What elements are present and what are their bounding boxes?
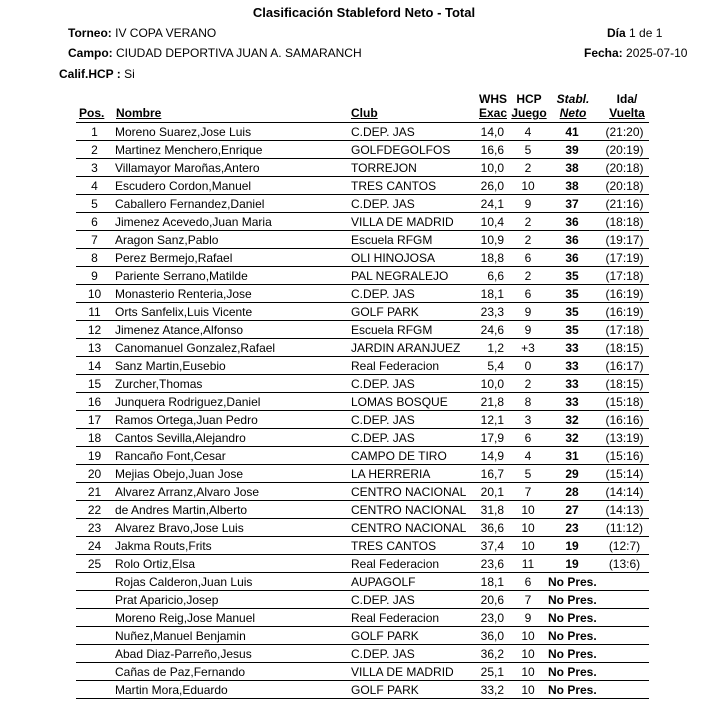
cell-pos: 12 [87,323,102,337]
header-club: Club [351,106,378,120]
table-row [76,519,649,537]
cell-ida-vuelta: (18:15) [605,377,644,391]
cell-hcp: 10 [521,683,535,697]
cell-club: GOLF PARK [351,305,419,319]
cell-ida-vuelta: (12:7) [608,539,641,553]
table-row [76,177,649,195]
cell-pos: 17 [87,413,102,427]
table-row [76,303,649,321]
cell-whs: 20,6 [480,593,504,607]
table-row [76,285,649,303]
cell-name: Villamayor Maroñas,Antero [115,161,260,175]
cell-stableford: No Pres. [548,575,597,589]
cell-pos: 24 [87,539,102,553]
cell-hcp: 2 [524,215,532,229]
torneo-label: Torneo: [68,26,112,40]
cell-pos: 20 [87,467,102,481]
cell-stableford: 28 [565,485,579,499]
cell-whs: 21,8 [480,395,504,409]
torneo-line [68,26,216,40]
cell-stableford: 33 [565,395,579,409]
cell-club: C.DEP. JAS [351,413,415,427]
cell-ida-vuelta: (13:6) [608,557,641,571]
cell-whs: 10,0 [480,377,504,391]
table-row [76,159,649,177]
table-row [76,465,649,483]
cell-pos: 6 [91,215,98,229]
cell-name: Aragon Sanz,Pablo [115,233,219,247]
cell-name: Nuñez,Manuel Benjamin [115,629,246,643]
cell-name: Jakma Routs,Frits [115,539,212,553]
cell-name: Rancaño Font,Cesar [115,449,226,463]
cell-pos: 10 [87,287,102,301]
cell-name: Moreno Suarez,Jose Luis [115,125,252,139]
cell-hcp: 9 [524,323,532,337]
cell-club: C.DEP. JAS [351,125,415,139]
cell-club: Escuela RFGM [351,323,433,337]
cell-hcp: 4 [524,125,532,139]
cell-whs: 23,6 [480,557,504,571]
cell-whs: 26,0 [480,179,504,193]
cell-whs: 20,1 [480,485,504,499]
cell-club: Real Federacion [351,557,440,571]
cell-ida-vuelta: (20:18) [605,179,644,193]
cell-whs: 23,3 [480,305,504,319]
cell-stableford: 38 [565,179,579,193]
cell-pos: 9 [91,269,98,283]
cell-pos: 16 [87,395,102,409]
table-row [76,483,649,501]
cell-pos: 22 [87,503,102,517]
cell-name: Martinez Menchero,Enrique [115,143,263,157]
cell-stableford: 19 [565,539,579,553]
cell-whs: 36,6 [480,521,504,535]
cell-hcp: 2 [524,269,532,283]
cell-ida-vuelta: (16:19) [605,287,644,301]
cell-stableford: 31 [565,449,579,463]
cell-ida-vuelta: (17:18) [605,323,644,337]
cell-stableford: 35 [565,323,579,337]
calif-value: Si [124,67,135,81]
cell-whs: 14,0 [480,125,504,139]
cell-club: C.DEP. JAS [351,593,415,607]
cell-stableford: 19 [565,557,579,571]
cell-whs: 23,0 [480,611,504,625]
table-row [76,231,649,249]
cell-hcp: 6 [524,287,532,301]
table-row [76,591,649,609]
cell-whs: 10,0 [480,161,504,175]
table-row [76,645,649,663]
cell-name: Rojas Calderon,Juan Luis [115,575,253,589]
cell-name: de Andres Martin,Alberto [115,503,248,517]
cell-ida-vuelta: (16:17) [605,359,644,373]
cell-stableford: No Pres. [548,611,597,625]
table-row [76,429,649,447]
cell-ida-vuelta: (21:20) [605,125,644,139]
header-ida-line1: Ida/ [616,92,638,106]
cell-club: C.DEP. JAS [351,197,415,211]
cell-ida-vuelta: (20:19) [605,143,644,157]
cell-hcp: 6 [524,575,532,589]
table-row [76,393,649,411]
dia-line [607,26,662,40]
cell-hcp: 9 [524,197,532,211]
cell-ida-vuelta: (15:18) [605,395,644,409]
cell-ida-vuelta: (18:18) [605,215,644,229]
cell-hcp: 3 [524,413,532,427]
cell-stableford: 33 [565,341,579,355]
table-row [76,267,649,285]
cell-name: Rolo Ortiz,Elsa [115,557,196,571]
cell-hcp: 5 [524,467,532,481]
cell-club: C.DEP. JAS [351,377,415,391]
table-row [76,195,649,213]
cell-stableford: No Pres. [548,683,597,697]
torneo-value: IV COPA VERANO [115,26,217,40]
campo-line [68,46,362,60]
table-row [76,681,649,699]
cell-hcp: 10 [521,503,535,517]
cell-club: CENTRO NACIONAL [351,521,467,535]
cell-stableford: 32 [565,413,579,427]
table-row [76,213,649,231]
cell-hcp: 8 [524,395,532,409]
cell-name: Alvarez Arranz,Alvaro Jose [115,485,260,499]
cell-hcp: 4 [524,449,532,463]
cell-whs: 18,8 [480,251,504,265]
cell-name: Martin Mora,Eduardo [115,683,228,697]
cell-hcp: 10 [521,539,535,553]
cell-pos: 21 [87,485,102,499]
header-hcp-line1: HCP [516,92,542,106]
cell-ida-vuelta: (17:18) [605,269,644,283]
cell-stableford: 39 [565,143,579,157]
cell-club: CENTRO NACIONAL [351,485,467,499]
cell-club: C.DEP. JAS [351,287,415,301]
cell-name: Zurcher,Thomas [115,377,203,391]
table-row [76,123,649,141]
cell-whs: 16,7 [480,467,504,481]
table-row [76,573,649,591]
cell-club: TRES CANTOS [351,539,437,553]
cell-hcp: 6 [524,431,532,445]
cell-whs: 5,4 [487,359,504,373]
table-row [76,375,649,393]
cell-club: JARDIN ARANJUEZ [351,341,461,355]
cell-name: Cantos Sevilla,Alejandro [115,431,246,445]
header-nombre: Nombre [116,106,162,120]
cell-whs: 33,2 [480,683,504,697]
cell-whs: 10,4 [480,215,504,229]
cell-pos: 7 [91,233,98,247]
cell-hcp: 5 [524,143,532,157]
cell-stableford: No Pres. [548,647,597,661]
cell-ida-vuelta: (16:16) [605,413,644,427]
cell-ida-vuelta: (15:14) [605,467,644,481]
cell-whs: 18,1 [480,287,504,301]
cell-whs: 1,2 [487,341,504,355]
cell-whs: 25,1 [480,665,504,679]
cell-hcp: 10 [521,179,535,193]
cell-stableford: 33 [565,377,579,391]
cell-hcp: +3 [521,341,535,355]
cell-pos: 25 [87,557,102,571]
cell-hcp: 10 [521,665,535,679]
cell-hcp: 2 [524,233,532,247]
cell-club: C.DEP. JAS [351,431,415,445]
cell-hcp: 7 [524,593,532,607]
cell-club: CENTRO NACIONAL [351,503,467,517]
cell-stableford: 37 [565,197,579,211]
cell-name: Abad Diaz-Parreño,Jesus [115,647,252,661]
header-stab-line2: Neto [559,106,587,120]
cell-pos: 2 [91,143,98,157]
cell-name: Monasterio Renteria,Jose [115,287,252,301]
table-row [76,411,649,429]
table-row [76,321,649,339]
cell-whs: 36,2 [480,647,504,661]
cell-whs: 18,1 [480,575,504,589]
cell-name: Escudero Cordon,Manuel [115,179,252,193]
cell-club: Escuela RFGM [351,233,433,247]
cell-club: C.DEP. JAS [351,647,415,661]
cell-stableford: 35 [565,287,579,301]
cell-name: Mejias Obejo,Juan Jose [115,467,244,481]
cell-club: CAMPO DE TIRO [351,449,447,463]
cell-name: Prat Aparicio,Josep [115,593,219,607]
cell-hcp: 9 [524,305,532,319]
cell-stableford: 23 [565,521,579,535]
cell-stableford: 35 [565,305,579,319]
cell-stableford: No Pres. [548,665,597,679]
cell-stableford: 27 [565,503,579,517]
header-pos: Pos. [79,106,105,120]
fecha-line [584,46,687,60]
campo-label: Campo: [68,46,113,60]
cell-hcp: 2 [524,161,532,175]
cell-name: Orts Sanfelix,Luis Vicente [115,305,253,319]
cell-club: GOLFDEGOLFOS [351,143,451,157]
cell-stableford: No Pres. [548,629,597,643]
cell-pos: 8 [91,251,98,265]
header-whs-line1: WHS [479,92,507,106]
cell-name: Moreno Reig,Jose Manuel [115,611,256,625]
cell-club: OLI HINOJOSA [351,251,436,265]
calif-label: Calif.HCP : [59,67,121,81]
cell-club: GOLF PARK [351,683,419,697]
cell-ida-vuelta: (13:19) [605,431,644,445]
cell-club: VILLA DE MADRID [351,215,454,229]
cell-ida-vuelta: (11:12) [605,521,644,535]
cell-hcp: 9 [524,611,532,625]
table-row [76,537,649,555]
cell-ida-vuelta: (14:14) [605,485,644,499]
cell-whs: 6,6 [487,269,504,283]
cell-pos: 23 [87,521,102,535]
cell-club: TORREJON [351,161,417,175]
table-row [76,141,649,159]
cell-ida-vuelta: (18:15) [605,341,644,355]
cell-pos: 4 [91,179,98,193]
cell-stableford: 36 [565,215,579,229]
cell-name: Pariente Serrano,Matilde [115,269,248,283]
cell-hcp: 6 [524,251,532,265]
cell-whs: 36,0 [480,629,504,643]
cell-name: Perez Bermejo,Rafael [115,251,233,265]
cell-name: Caballero Fernandez,Daniel [115,197,265,211]
cell-ida-vuelta: (14:13) [605,503,644,517]
cell-name: Ramos Ortega,Juan Pedro [115,413,258,427]
cell-club: GOLF PARK [351,629,419,643]
cell-stableford: 41 [565,125,579,139]
cell-whs: 17,9 [480,431,504,445]
cell-club: Real Federacion [351,359,440,373]
cell-hcp: 10 [521,521,535,535]
cell-hcp: 11 [521,557,535,571]
cell-ida-vuelta: (15:16) [605,449,644,463]
table-row [76,555,649,573]
cell-pos: 5 [91,197,98,211]
cell-name: Alvarez Bravo,Jose Luis [115,521,244,535]
cell-name: Jimenez Acevedo,Juan Maria [115,215,272,229]
cell-hcp: 0 [524,359,532,373]
fecha-value: 2025-07-10 [626,46,688,60]
cell-club: Real Federacion [351,611,440,625]
cell-hcp: 7 [524,485,532,499]
cell-club: LA HERRERIA [351,467,431,481]
cell-whs: 10,9 [480,233,504,247]
cell-stableford: 33 [565,359,579,373]
fecha-label: Fecha: [584,46,623,60]
table-row [76,609,649,627]
cell-pos: 11 [88,305,101,319]
cell-club: LOMAS BOSQUE [351,395,448,409]
cell-hcp: 10 [521,629,535,643]
cell-stableford: 35 [565,269,579,283]
cell-club: VILLA DE MADRID [351,665,454,679]
table-row [76,501,649,519]
table-row [76,663,649,681]
cell-whs: 37,4 [480,539,504,553]
cell-stableford: 36 [565,251,579,265]
table-row [76,627,649,645]
cell-whs: 31,8 [480,503,504,517]
cell-hcp: 10 [521,647,535,661]
table-row [76,249,649,267]
header-hcp-line2: Juego [511,106,547,120]
cell-club: PAL NEGRALEJO [351,269,449,283]
cell-pos: 13 [87,341,102,355]
cell-stableford: No Pres. [548,593,597,607]
cell-name: Jimenez Atance,Alfonso [115,323,244,337]
cell-whs: 12,1 [480,413,504,427]
table-row [76,339,649,357]
cell-pos: 3 [91,161,98,175]
cell-stableford: 29 [565,467,579,481]
cell-name: Sanz Martin,Eusebio [115,359,226,373]
cell-whs: 24,6 [480,323,504,337]
cell-whs: 14,9 [480,449,504,463]
page-title: Clasificación Stableford Neto - Total [252,5,476,20]
cell-club: AUPAGOLF [351,575,416,589]
cell-pos: 14 [87,359,102,373]
campo-value: CIUDAD DEPORTIVA JUAN A. SAMARANCH [116,46,362,60]
cell-pos: 18 [87,431,102,445]
header-ida-line2: Vuelta [609,106,645,120]
cell-ida-vuelta: (19:17) [605,233,644,247]
dia-value: 1 de 1 [629,26,663,40]
cell-name: Canomanuel Gonzalez,Rafael [115,341,276,355]
table-row [76,357,649,375]
cell-stableford: 32 [565,431,579,445]
cell-ida-vuelta: (17:19) [605,251,644,265]
cell-stableford: 38 [565,161,579,175]
cell-ida-vuelta: (16:19) [605,305,644,319]
cell-pos: 19 [87,449,102,463]
cell-name: Cañas de Paz,Fernando [115,665,246,679]
cell-stableford: 36 [565,233,579,247]
header-whs-line2: Exac [478,106,508,120]
cell-club: TRES CANTOS [351,179,437,193]
cell-whs: 16,6 [480,143,504,157]
cell-ida-vuelta: (20:18) [605,161,644,175]
cell-pos: 1 [91,125,98,139]
cell-whs: 24,1 [480,197,504,211]
cell-name: Junquera Rodriguez,Daniel [115,395,261,409]
cell-pos: 15 [87,377,102,391]
calif-line [59,67,135,81]
cell-ida-vuelta: (21:16) [605,197,644,211]
cell-hcp: 2 [524,377,532,391]
header-stab-line1: Stabl. [556,92,590,106]
table-row [76,447,649,465]
dia-label: Día [607,26,626,40]
